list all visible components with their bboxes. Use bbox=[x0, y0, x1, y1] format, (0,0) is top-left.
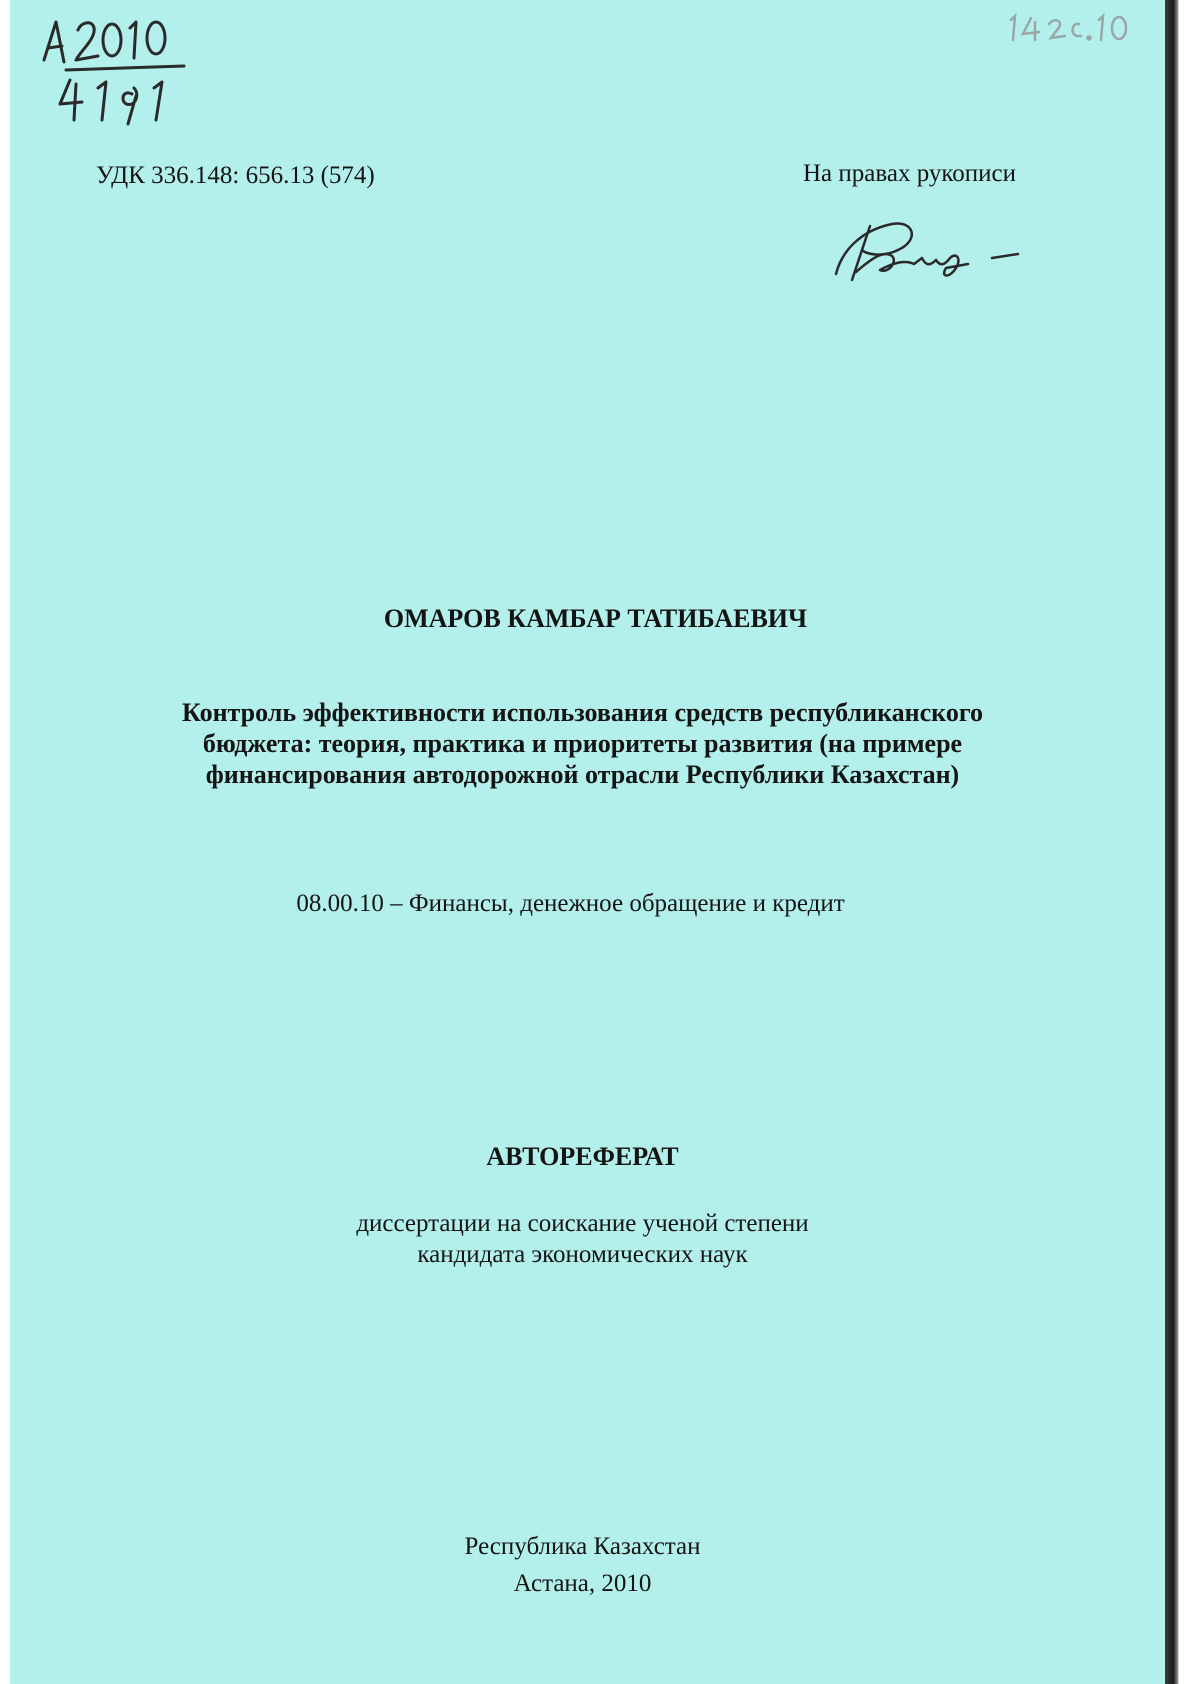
city-year: Астана, 2010 bbox=[513, 1570, 652, 1597]
author-signature bbox=[822, 210, 1062, 290]
publication-place bbox=[0, 1528, 1165, 1602]
degree-description bbox=[0, 1208, 1165, 1270]
manuscript-rights-note: На правах рукописи bbox=[803, 160, 1016, 187]
document-type: АВТОРЕФЕРАТ bbox=[486, 1142, 679, 1171]
scan-right-shadow bbox=[1165, 0, 1179, 1684]
udc-code: УДК 336.148: 656.13 (574) bbox=[96, 162, 375, 189]
dissertation-title bbox=[0, 697, 1165, 790]
country: Республика Казахстан bbox=[464, 1533, 701, 1560]
handwritten-date-note bbox=[1005, 10, 1135, 46]
handwritten-catalog-mark bbox=[36, 8, 186, 128]
title-line: финансирования автодорожной отрасли Республики Казахстан) bbox=[205, 760, 960, 789]
specialty-code: 08.00.10 – Финансы, денежное обращение и кредит bbox=[296, 890, 845, 917]
author-name: ОМАРОВ КАМБАР ТАТИБАЕВИЧ bbox=[383, 604, 808, 633]
degree-line: диссертации на соискание ученой степени bbox=[356, 1210, 809, 1237]
title-line: бюджета: теория, практика и приоритеты развития (на примере bbox=[202, 729, 963, 758]
degree-line: кандидата экономических наук bbox=[417, 1241, 748, 1268]
scan-left-border bbox=[0, 0, 10, 1684]
title-line: Контроль эффективности использования средств республиканского bbox=[182, 698, 983, 727]
